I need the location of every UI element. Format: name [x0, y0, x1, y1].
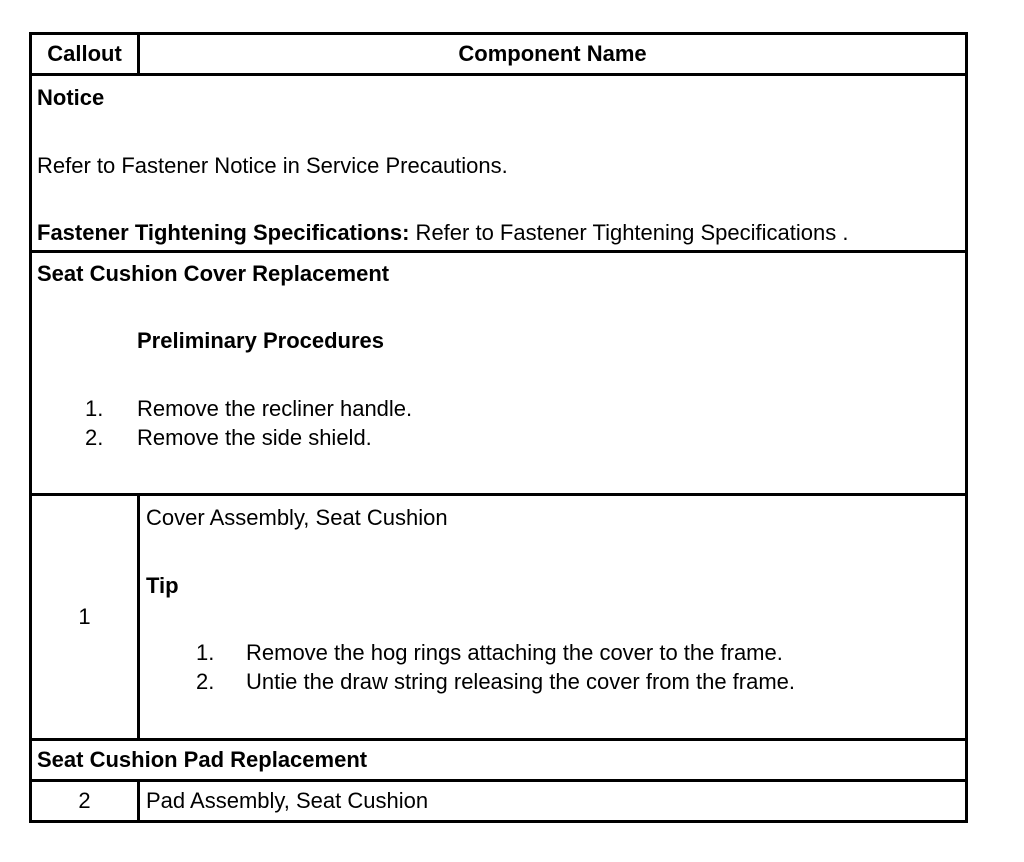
tip-label: Tip: [146, 573, 179, 598]
component-name: Cover Assembly, Seat Cushion: [146, 505, 448, 530]
step-number: 1.: [85, 396, 104, 421]
step-text: Remove the side shield.: [137, 425, 372, 450]
fastener-spec-line: [37, 222, 848, 244]
component-table: [29, 32, 968, 823]
callout-number: 2: [32, 782, 140, 820]
component-name: Pad Assembly, Seat Cushion: [146, 788, 429, 813]
tip-step-number: 1.: [196, 640, 215, 665]
step-text: Remove the recliner handle.: [137, 396, 413, 421]
fastener-spec-text: Refer to Fastener Tightening Specifications .: [409, 220, 849, 245]
tip-step-text: Untie the draw string releasing the cover from the frame.: [246, 669, 796, 694]
notice-title: Notice: [37, 85, 105, 110]
section-title: Seat Cushion Cover Replacement: [37, 261, 390, 286]
component-name-header: Component Name: [458, 41, 647, 66]
preliminary-procedures-heading: Preliminary Procedures: [137, 328, 385, 353]
tip-step-text: Remove the hog rings attaching the cover to the frame.: [246, 640, 783, 665]
section-title: Seat Cushion Pad Replacement: [37, 747, 368, 772]
callout-header: Callout: [32, 35, 140, 73]
seat-cushion-cover-section: [32, 253, 965, 496]
fastener-spec-label: Fastener Tightening Specifications:: [37, 220, 410, 245]
step-number: 2.: [85, 425, 104, 450]
tip-step-number: 2.: [196, 669, 215, 694]
callout-number: 1: [32, 496, 140, 738]
seat-cushion-pad-section: [32, 741, 965, 782]
table-header-row: [32, 35, 965, 76]
table-row: [32, 782, 965, 820]
table-row: [32, 496, 965, 741]
notice-text: Refer to Fastener Notice in Service Precautions.: [37, 153, 508, 178]
component-cell: [140, 496, 965, 738]
notice-section: [32, 76, 965, 253]
